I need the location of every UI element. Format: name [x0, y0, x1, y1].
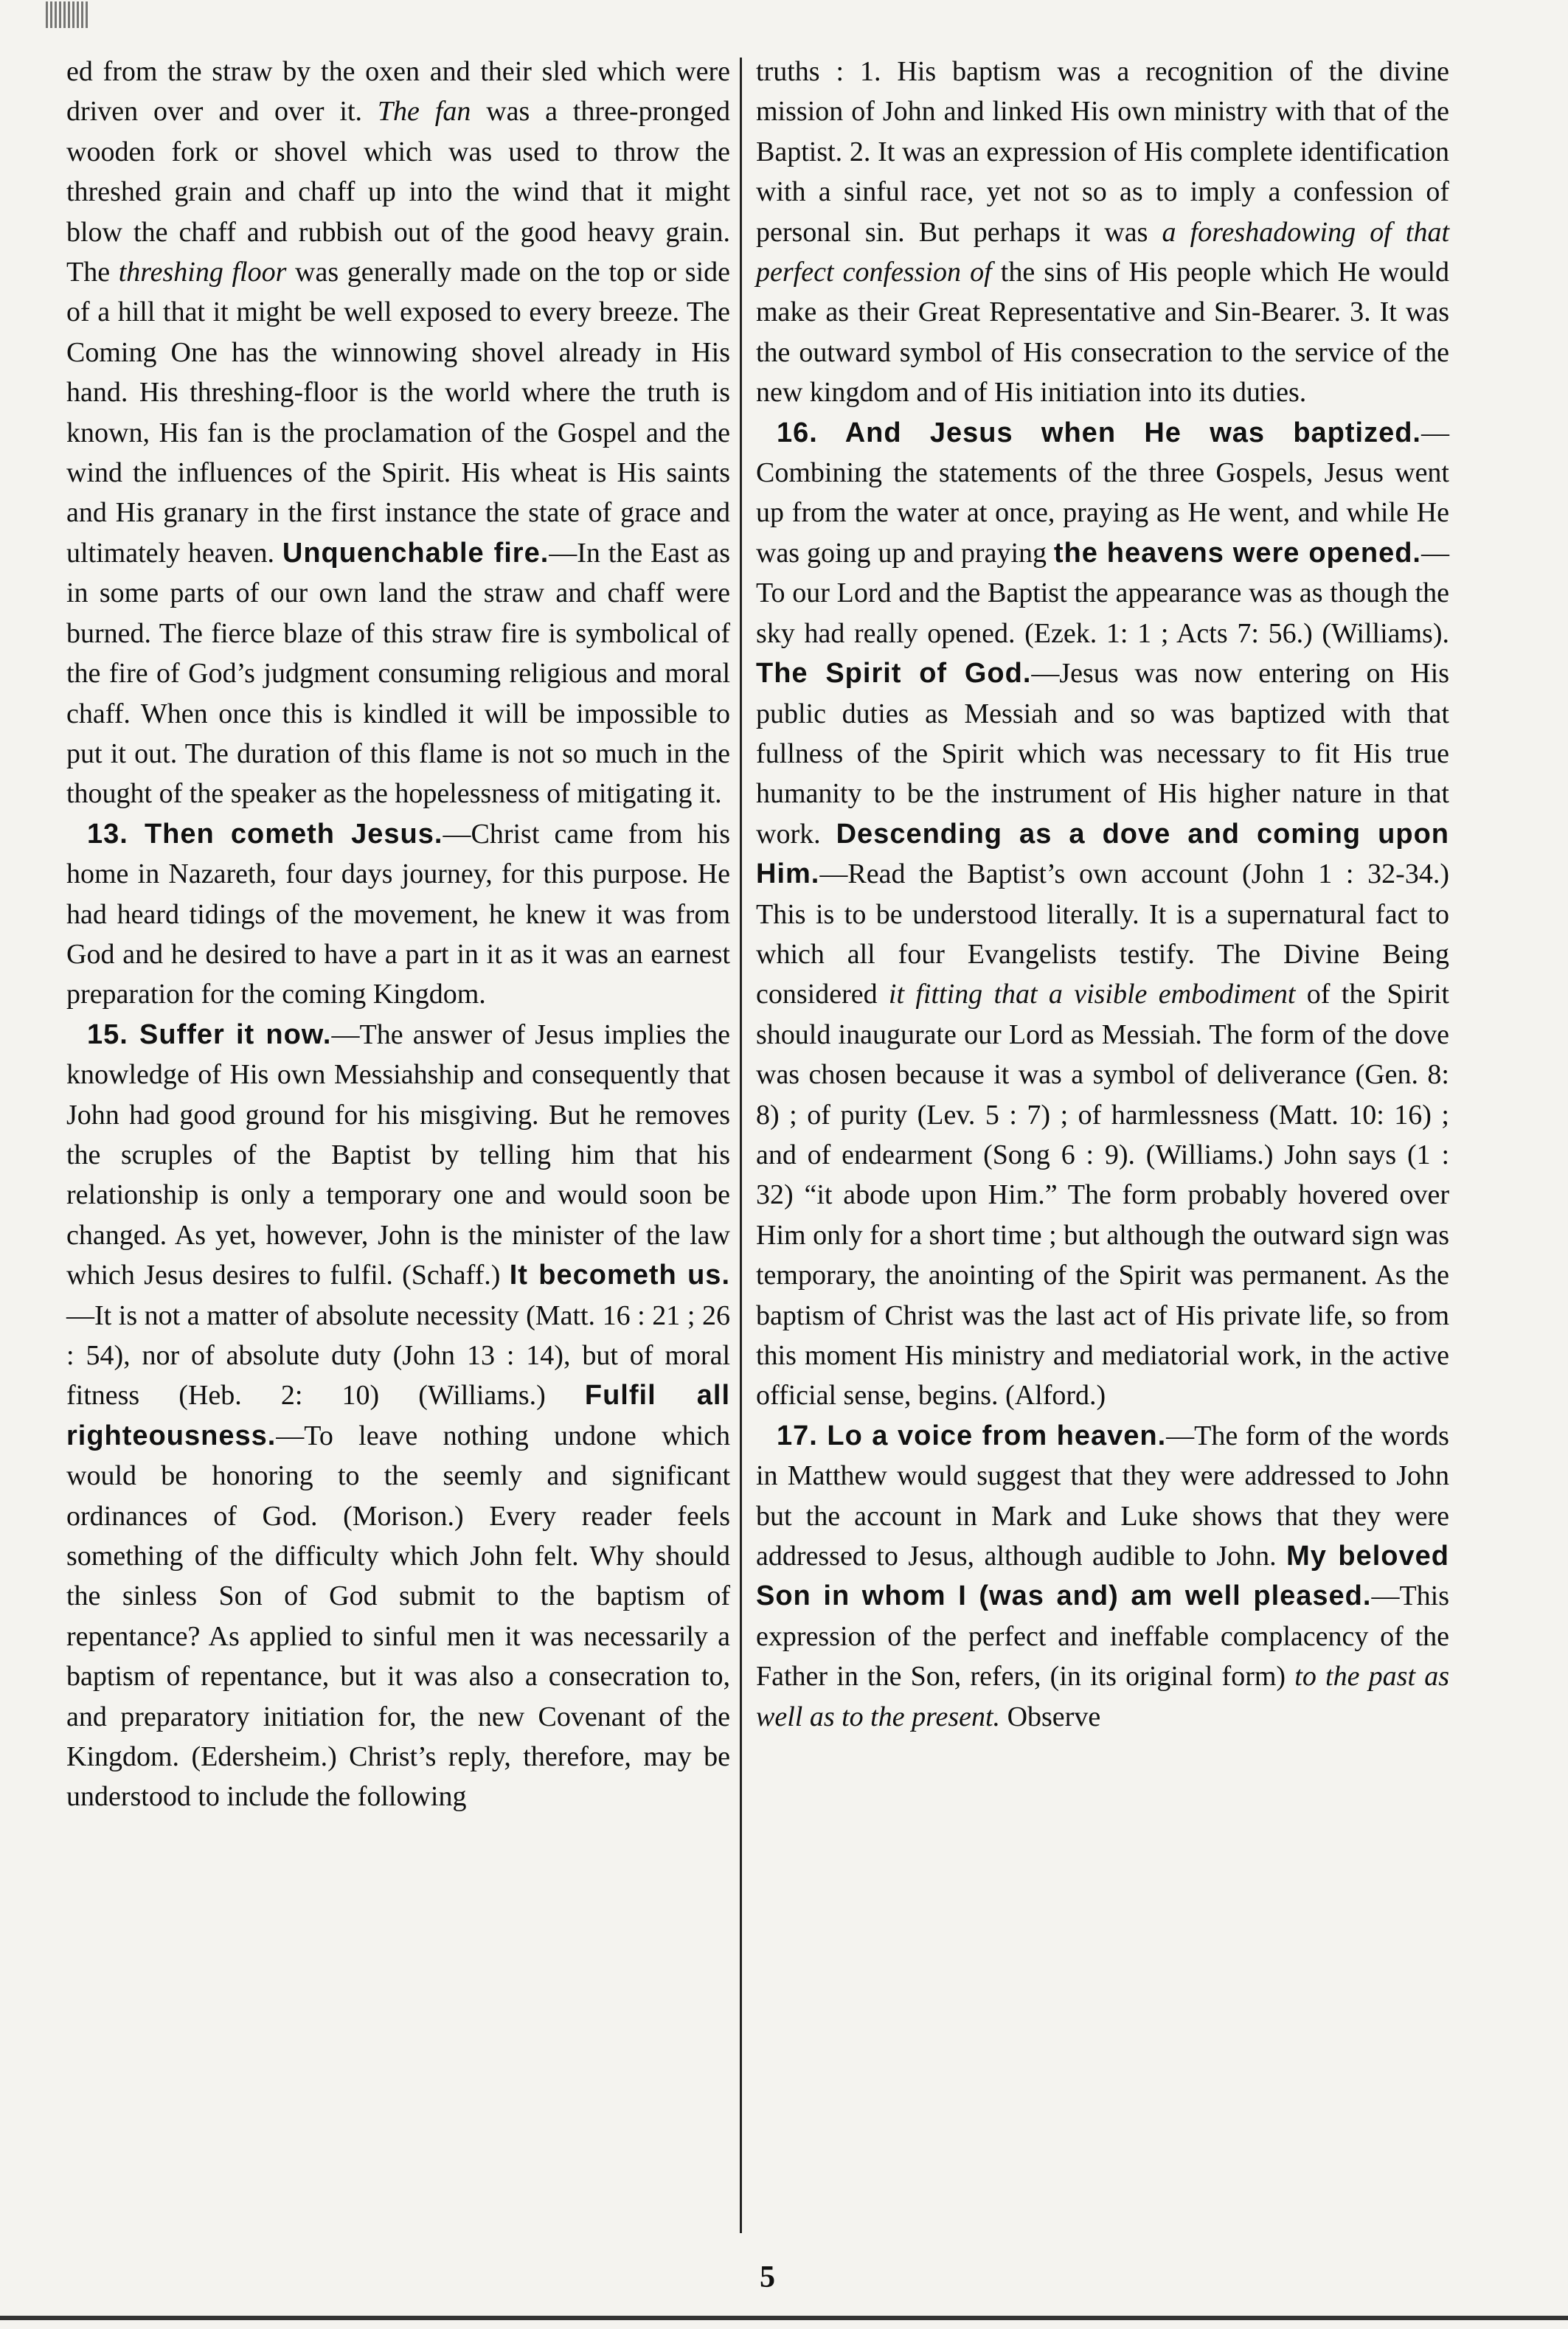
paragraph: [66, 1015, 730, 1817]
body-text: —Christ came from his home in Nazareth, four days journey, for this purpose. He had heard tidings of the movement, he knew it was from God and he desired to have a part in it as it was an earnest preparation for the coming Kingdom.: [66, 818, 730, 1010]
body-text: —The form of the words in Matthew would suggest that they were addressed to John but the account in Mark and Luke shows that they were addressed to Jesus, although audible to John.: [756, 1420, 1449, 1572]
body-text: Observe: [1000, 1701, 1101, 1732]
verse-heading: Fulfil all righteousness.: [66, 1380, 731, 1451]
italic-text: The fan: [377, 96, 471, 128]
body-text: —Jesus was now entering on His public duties as Messiah and so was baptized with that fullness of the Spirit which was necessary to fit His true humanity to be the instrument of His higher nature in that work.: [756, 658, 1449, 850]
paragraph: [66, 814, 730, 1015]
page-number: 5: [760, 2260, 775, 2294]
body-text: truths : 1. His baptism was a recognition of the divine mission of John and linked His own ministry with that of the Baptist. 2. It was an expression of His complete identification with a sinful race, yet not so as to imply a confession of personal sin. But perhaps it was: [756, 56, 1449, 248]
body-text: —This expression of the perfect and ineffable complacency of the Father in the Son, refers, (in its original form): [756, 1580, 1449, 1693]
verse-heading: The Spirit of God.: [756, 658, 1032, 690]
body-text: —The answer of Jesus implies the knowledge of His own Messiahship and consequently that John had good ground for his misgiving. But he removes the scruples of the Baptist by telling him that his relationship is only a temporary one and would soon be changed. As yet, however, John is the minister of the law which Jesus desires to fulfil. (Schaff.): [66, 1018, 730, 1291]
body-text: ed from the straw by the oxen and their sled which were driven over and over it.: [66, 56, 730, 128]
italic-text: it fitting that a visible embodiment: [888, 979, 1296, 1010]
italic-text: threshing floor: [118, 257, 287, 288]
paragraph: [756, 52, 1449, 413]
body-text: was a three-pronged wooden fork or shovel which was used to throw the threshed grain and chaff up into the wind that it might blow the chaff and rubbish out of the good heavy grain. The: [66, 96, 730, 288]
body-text: —In the East as in some parts of our own land the straw and chaff were burned. The fierce blaze of this straw fire is symbolical of the fire of God’s judgment consuming religious and moral chaff. When once this is kindled it will be impossible to put it out. The duration of this flame is not so much in the thought of the speaker as the hopelessness of mitigating it.: [66, 537, 730, 810]
paragraph: [66, 52, 730, 814]
body-text: —Combining the statements of the three Gospels, Jesus went up from the water at once, praying as He went, and while He was going up and praying: [756, 417, 1449, 569]
body-text: —Read the Baptist’s own account (John 1 : 32-34.) This is to be understood literally. It is a supernatural fact to which all four Evangelists testify. The Divine Being considered: [756, 858, 1449, 1010]
bottom-rule: [0, 2316, 1568, 2320]
italic-text: to the past as well as to the present.: [756, 1661, 1449, 1732]
verse-heading: 13. Then cometh Jesus.: [87, 818, 443, 850]
verse-heading: It becometh us.: [509, 1260, 730, 1291]
right-column: [756, 52, 1449, 1737]
body-text: —To our Lord and the Baptist the appearance was as though the sky had really opened. (Ezek. 1: 1 ; Acts 7: 56.) (Williams).: [756, 537, 1449, 649]
italic-text: a foreshadowing of that perfect confession of: [756, 216, 1449, 288]
paragraph: [756, 413, 1449, 1416]
verse-heading: 17. Lo a voice from heaven.: [777, 1420, 1167, 1451]
body-text: the sins of His people which He would make as their Great Representative and Sin-Bearer. 3. It was the outward symbol of His consecration to the service of the new kingdom and of His initiation into its duties.: [756, 257, 1450, 409]
verse-heading: 16. And Jesus when He was baptized.: [777, 417, 1421, 448]
left-column: [66, 52, 730, 1817]
column-divider: [740, 58, 742, 2233]
paragraph: [756, 1416, 1449, 1737]
body-text: of the Spirit should inaugurate our Lord as Messiah. The form of the dove was chosen because it was a symbol of deliverance (Gen. 8: 8) ; of purity (Lev. 5 : 7) ; of harmlessness (Matt. 10: 16) ; and of endearment (Song 6 : 9). (Williams.) John says (1 : 32) “it abode upon Him.” The form probably hovered over Him only for a short time ; but although the outward sign was temporary, the anointing of the Spirit was permanent. As the baptism of Christ was the last act of His private life, so from this moment His ministry and mediatorial work, in the active official sense, begins. (Alford.): [756, 979, 1449, 1412]
verse-heading: 15. Suffer it now.: [87, 1018, 332, 1050]
body-text: —It is not a matter of absolute necessity (Matt. 16 : 21 ; 26 : 54), nor of absolute duty (John 13 : 14), but of moral fitness (Heb. 2: 10) (Williams.): [66, 1299, 730, 1412]
corner-ink-mark: [46, 1, 89, 28]
verse-heading: My beloved Son in whom I (was and) am well pleased.: [756, 1541, 1449, 1612]
body-text: —To leave nothing undone which would be honoring to the seemly and significant ordinances of God. (Morison.) Every reader feels something of the difficulty which John felt. Why should the sinless Son of God submit to the baptism of repentance? As applied to sinful men it was necessarily a baptism of repentance, but it was also a consecration to, and preparatory initiation for, the new Covenant of the Kingdom. (Edersheim.) Christ’s reply, therefore, may be understood to include the following: [66, 1420, 730, 1813]
body-text: was generally made on the top or side of a hill that it might be well exposed to every breeze. The Coming One has the winnowing shovel already in His hand. His threshing-floor is the world where the truth is known, His fan is the proclamation of the Gospel and the wind the influences of the Spirit. His wheat is His saints and His granary in the first instance the state of grace and ultimately heaven.: [66, 257, 730, 569]
verse-heading: Unquenchable fire.: [282, 537, 549, 569]
verse-heading: the heavens were opened.: [1053, 537, 1421, 569]
verse-heading: Descending as a dove and coming upon Him.: [756, 818, 1449, 890]
